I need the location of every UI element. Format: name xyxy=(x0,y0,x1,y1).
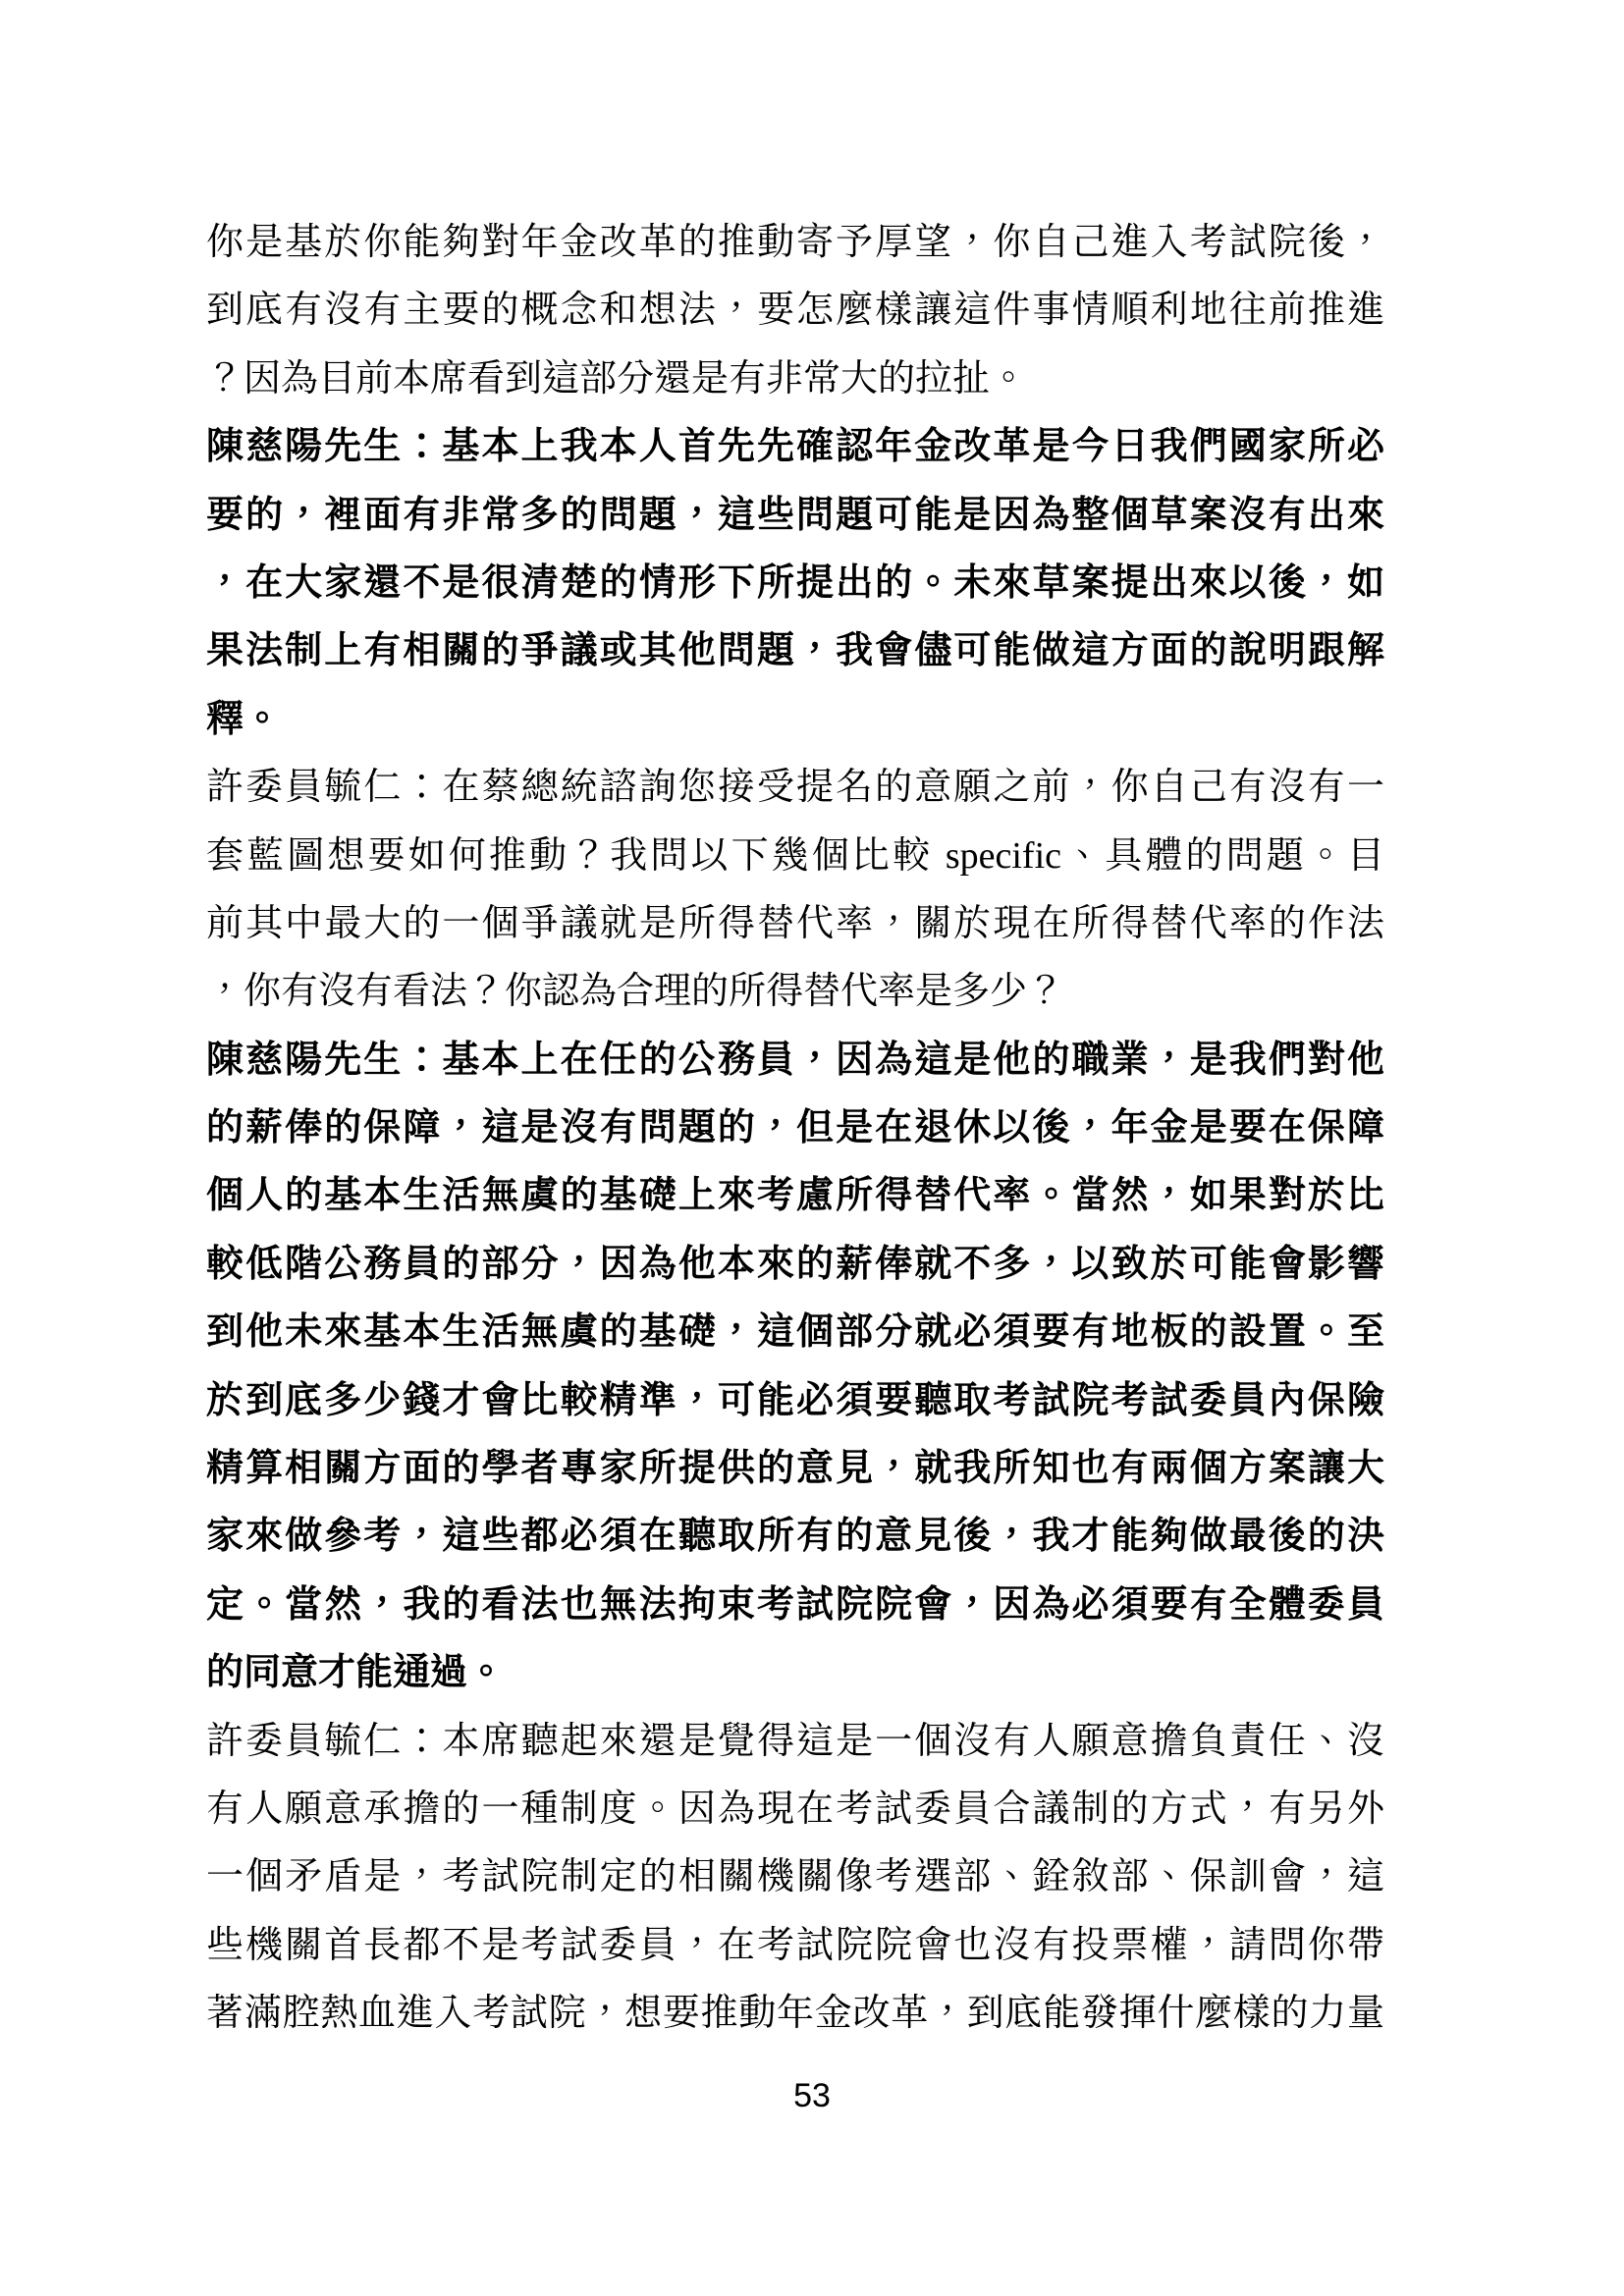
text-line: 許委員毓仁：在蔡總統諮詢您接受提名的意願之前，你自己有沒有一 xyxy=(206,767,1384,809)
text-line: 到底有沒有主要的概念和想法，要怎麼樣讓這件事情順利地往前推進 xyxy=(206,290,1384,332)
text-line: 套藍圖想要如何推動？我問以下幾個比較 specific、具體的問題。目 xyxy=(206,834,1384,877)
text-line: 到他未來基本生活無虞的基礎，這個部分就必須要有地板的設置。至 xyxy=(206,1311,1384,1354)
page-number: 53 xyxy=(793,2077,831,2114)
text-line: 陳慈陽先生：基本上我本人首先先確認年金改革是今日我們國家所必 xyxy=(206,426,1384,468)
text-line: 精算相關方面的學者專家所提供的意見，就我所知也有兩個方案讓大 xyxy=(206,1448,1384,1490)
text-line: 個人的基本生活無虞的基礎上來考慮所得替代率。當然，如果對於比 xyxy=(206,1175,1384,1217)
text-line: 果法制上有相關的爭議或其他問題，我會儘可能做這方面的說明跟解 xyxy=(206,630,1384,672)
text-line: 的薪俸的保障，這是沒有問題的，但是在退休以後，年金是要在保障 xyxy=(206,1107,1384,1149)
text-line: 釋。 xyxy=(206,698,282,740)
text-line: 些機關首長都不是考試委員，在考試院院會也沒有投票權，請問你帶 xyxy=(206,1924,1384,1966)
text-line: 一個矛盾是，考試院制定的相關機關像考選部、銓敘部、保訓會，這 xyxy=(206,1856,1384,1898)
text-line: 的同意才能通過。 xyxy=(206,1652,506,1694)
text-block xyxy=(206,209,1384,2049)
text-line: 有人願意承擔的一種制度。因為現在考試委員合議制的方式，有另外 xyxy=(206,1788,1384,1830)
text-line: 陳慈陽先生：基本上在任的公務員，因為這是他的職業，是我們對他 xyxy=(206,1039,1384,1081)
text-line: ，在大家還不是很清楚的情形下所提出的。未來草案提出來以後，如 xyxy=(206,561,1384,604)
text-line: 著滿腔熱血進入考試院，想要推動年金改革，到底能發揮什麼樣的力量 xyxy=(206,1993,1384,2035)
text-line: 要的，裡面有非常多的問題，這些問題可能是因為整個草案沒有出來 xyxy=(206,494,1384,536)
text-line: 於到底多少錢才會比較精準，可能必須要聽取考試院考試委員內保險 xyxy=(206,1379,1384,1421)
text-line: 家來做參考，這些都必須在聽取所有的意見後，我才能夠做最後的決 xyxy=(206,1516,1384,1558)
text-line: 你是基於你能夠對年金改革的推動寄予厚望，你自己進入考試院後， xyxy=(206,222,1384,263)
text-line: ，你有沒有看法？你認為合理的所得替代率是多少？ xyxy=(206,971,1065,1013)
text-line: 前其中最大的一個爭議就是所得替代率，關於現在所得替代率的作法 xyxy=(206,902,1384,944)
text-line: 定。當然，我的看法也無法拘束考試院院會，因為必須要有全體委員 xyxy=(206,1583,1384,1626)
text-line: 較低階公務員的部分，因為他本來的薪俸就不多，以致於可能會影響 xyxy=(206,1243,1384,1285)
text-line: 許委員毓仁：本席聽起來還是覺得這是一個沒有人願意擔負責任、沒 xyxy=(206,1720,1384,1762)
text-line: ？因為目前本席看到這部分還是有非常大的拉扯。 xyxy=(206,357,1028,400)
